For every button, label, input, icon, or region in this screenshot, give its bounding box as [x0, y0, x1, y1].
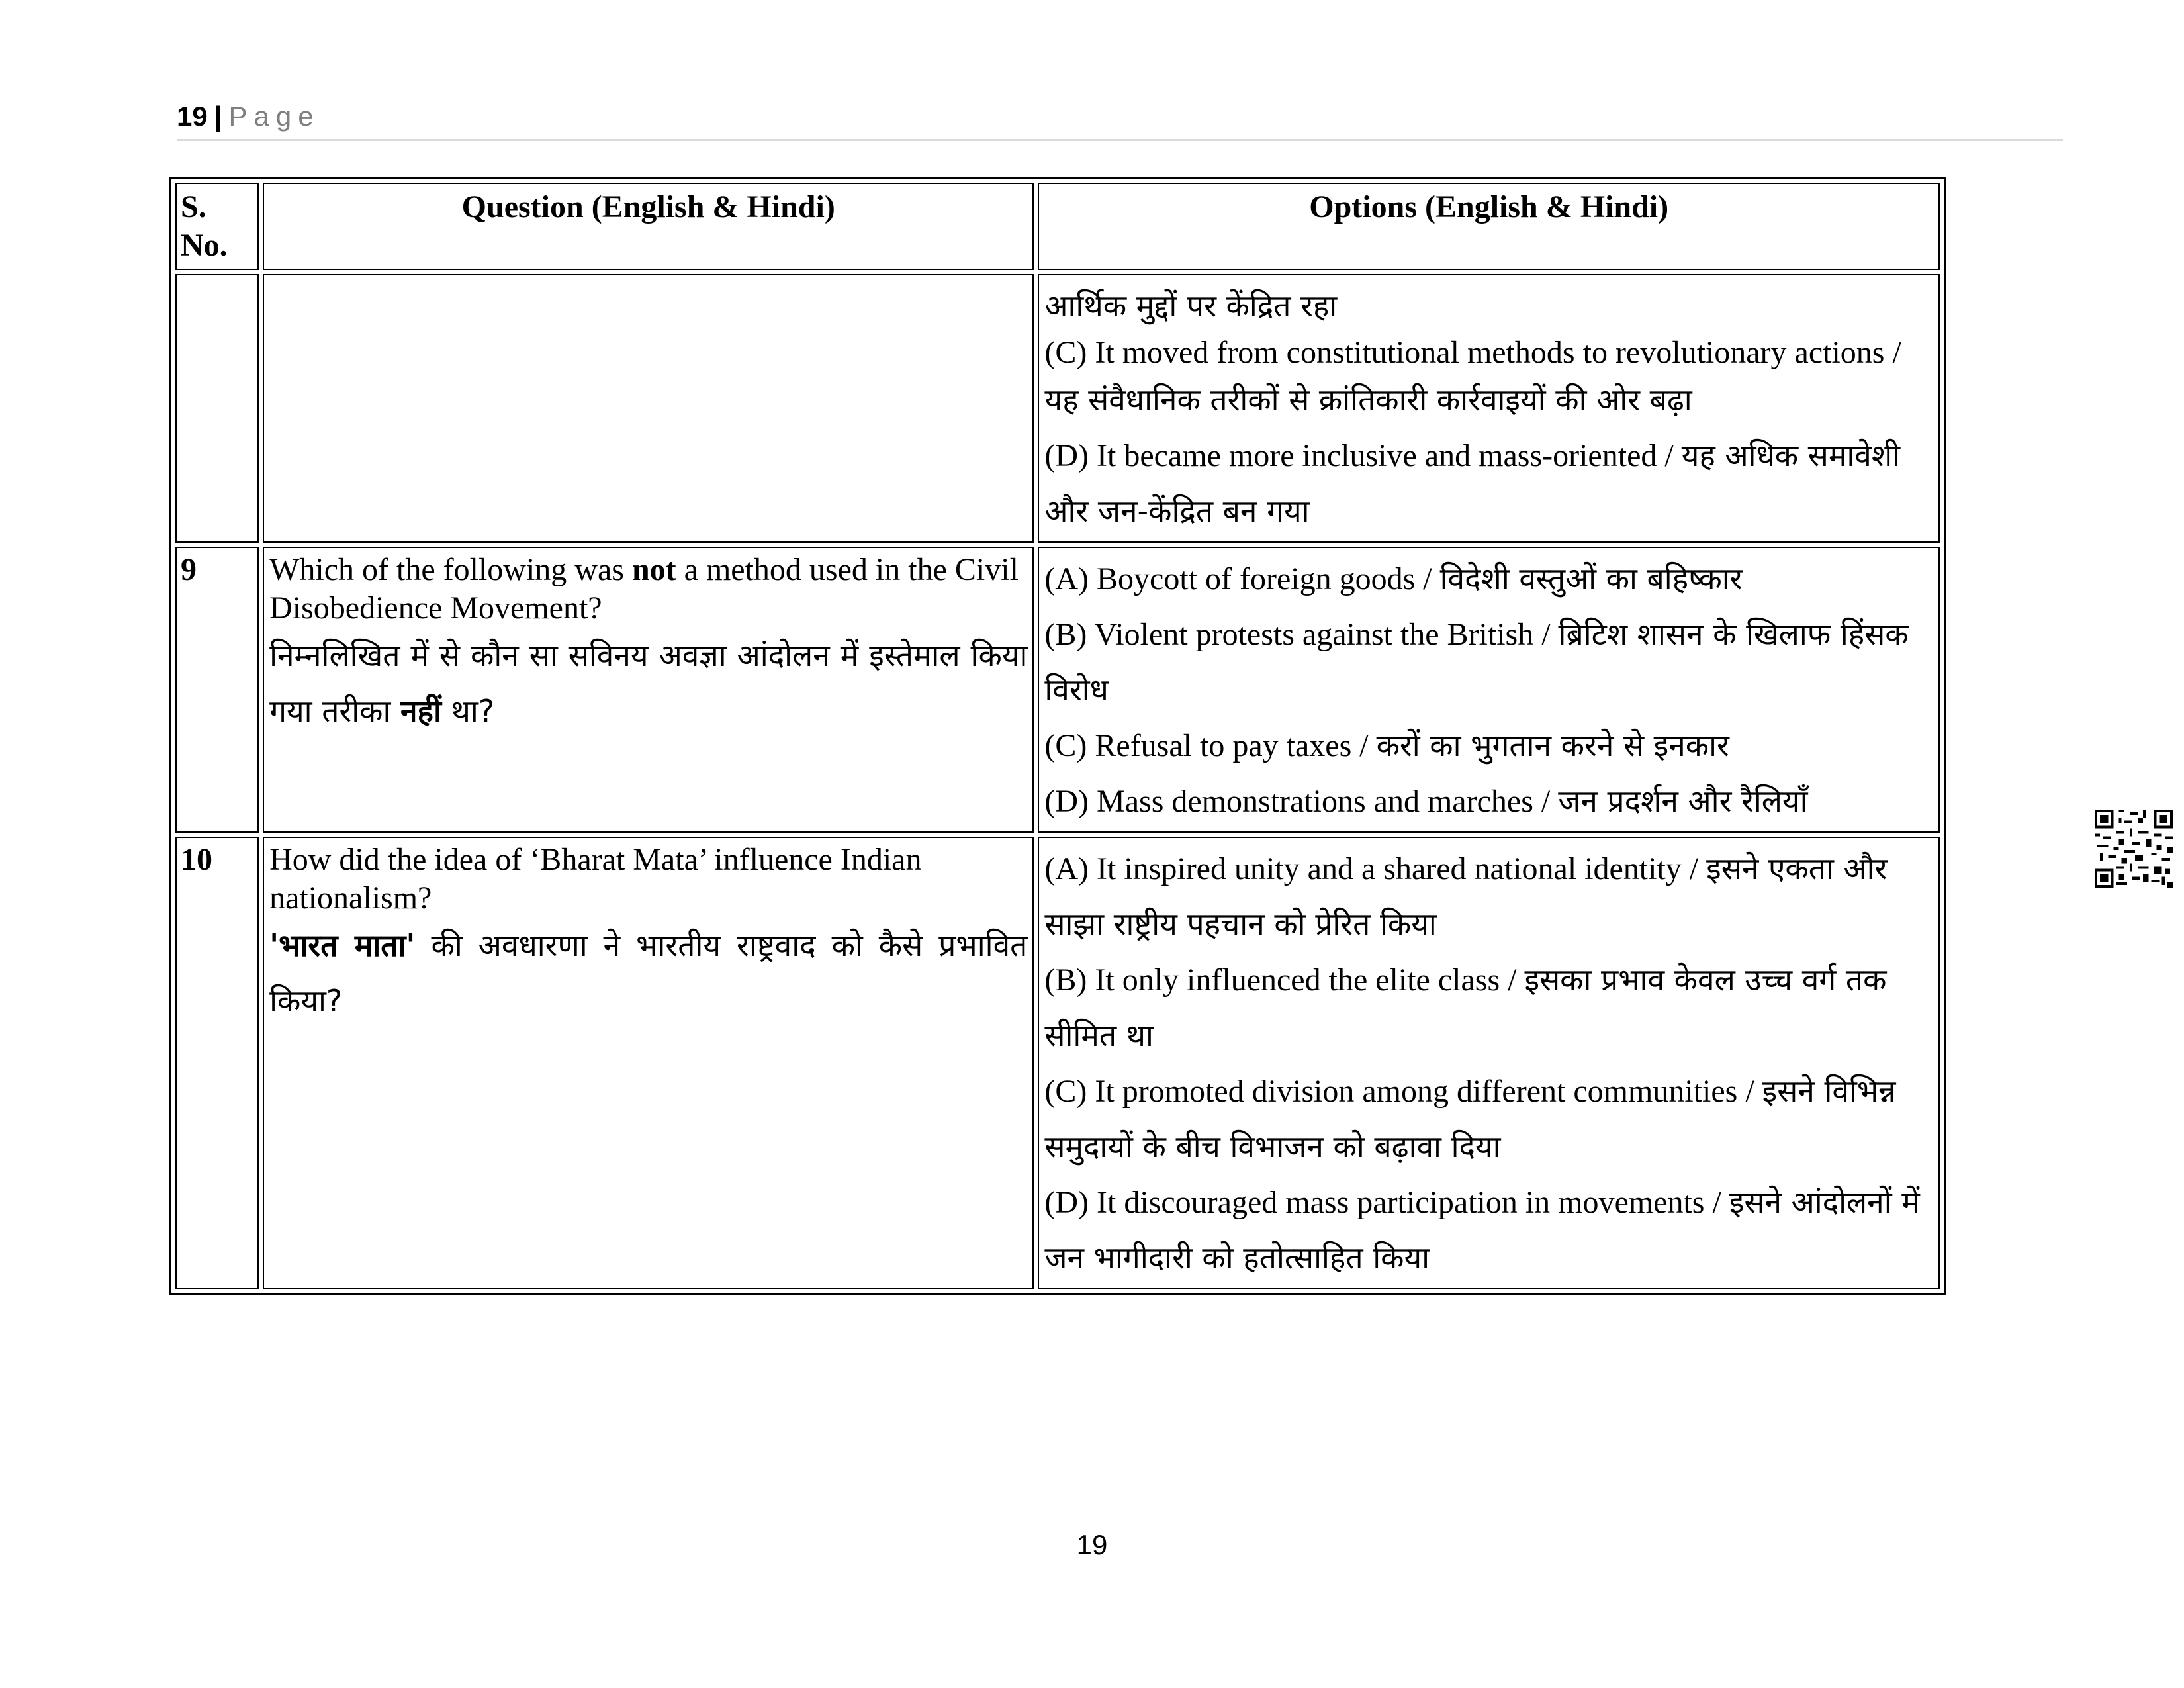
header-options: Options (English & Hindi): [1038, 183, 1940, 270]
option-item: [1044, 606, 1933, 718]
option-hi: इसका प्रभाव केवल उच्च वर्ग तक सीमित था: [1044, 962, 1887, 1053]
option-en: (C) It promoted division among different communities /: [1044, 1074, 1754, 1109]
option-hi: जन प्रदर्शन और रैलियाँ: [1558, 783, 1808, 819]
table-row: [175, 547, 1940, 833]
question-cell: [263, 837, 1034, 1289]
row-sno: [175, 274, 259, 543]
option-item: [1044, 952, 1933, 1063]
option-item: [1044, 1063, 1933, 1174]
header-sno: S. No.: [175, 183, 259, 270]
table-header-row: [175, 183, 1940, 270]
table-row: [175, 837, 1940, 1289]
question-cell: [263, 274, 1034, 543]
option-hi: यह संवैधानिक तरीकों से क्रांतिकारी कार्रवाइयों की ओर बढ़ा: [1044, 382, 1692, 418]
option-hi: विदेशी वस्तुओं का बहिष्कार: [1439, 561, 1743, 596]
option-hi: यह अधिक समावेशी और जन-केंद्रित बन गया: [1044, 438, 1901, 529]
option-item: [1044, 278, 1933, 334]
option-hi: इसने विभिन्न समुदायों के बीच विभाजन को बढ़ावा दिया: [1044, 1073, 1896, 1164]
options-cell: [1038, 547, 1940, 833]
question-cell: [263, 547, 1034, 833]
option-item: [1044, 1174, 1933, 1286]
header-page-label: Page: [228, 101, 320, 132]
option-item: [1044, 773, 1933, 829]
option-en: (D) It discouraged mass participation in movements /: [1044, 1185, 1721, 1220]
header-separator: |: [214, 101, 222, 132]
option-en: (A) Boycott of foreign goods /: [1044, 561, 1432, 596]
option-en: (A) It inspired unity and a shared national identity /: [1044, 851, 1699, 886]
option-item: [1044, 334, 1933, 428]
page-header: [177, 99, 2063, 141]
question-en-emphasis: not: [631, 552, 676, 587]
option-en: (B) It only influenced the elite class /: [1044, 962, 1517, 998]
option-hi: इसने आंदोलनों में जन भागीदारी को हतोत्साहित किया: [1044, 1184, 1920, 1276]
question-hi: निम्नलिखित में से कौन सा सविनय अवज्ञा आंदोलन में इस्तेमाल किया गया तरीका नहीं था?: [269, 637, 1028, 729]
options-cell: [1038, 837, 1940, 1289]
option-item: [1044, 428, 1933, 539]
table-row: [175, 274, 1940, 543]
question-table: [169, 177, 1946, 1295]
option-item: [1044, 841, 1933, 952]
footer-page-number: 19: [1076, 1529, 1108, 1560]
option-en: (D) It became more inclusive and mass-oriented /: [1044, 438, 1674, 473]
option-hi: इसने एकता और साझा राष्ट्रीय पहचान को प्रेरित किया: [1044, 851, 1888, 942]
option-hi: ब्रिटिश शासन के खिलाफ हिंसक विरोध: [1044, 616, 1909, 708]
question-en: Which of the following was not a method used in the Civil Disobedience Movement?: [269, 552, 1019, 626]
option-item: [1044, 718, 1933, 773]
header-page-number: 19: [177, 101, 208, 132]
option-hi: करों का भुगतान करने से इनकार: [1376, 727, 1729, 763]
option-en: (D) Mass demonstrations and marches /: [1044, 784, 1551, 819]
question-hi: 'भारत माता' की अवधारणा ने भारतीय राष्ट्रवाद को कैसे प्रभावित किया?: [269, 927, 1028, 1019]
question-en: How did the idea of ‘Bharat Mata’ influence Indian nationalism?: [269, 842, 922, 915]
question-hi-emphasis: 'भारत माता': [269, 927, 416, 963]
option-en: (C) Refusal to pay taxes /: [1044, 728, 1369, 763]
option-hi: आर्थिक मुद्दों पर केंद्रित रहा: [1044, 288, 1338, 324]
row-sno: 9: [175, 547, 259, 833]
header-question: Question (English & Hindi): [263, 183, 1034, 270]
qr-code-icon[interactable]: [2095, 810, 2173, 888]
row-sno: 10: [175, 837, 259, 1289]
option-en: (B) Violent protests against the British /: [1044, 617, 1551, 652]
option-en: (C) It moved from constitutional methods to revolutionary actions /: [1044, 335, 1901, 370]
option-item: [1044, 551, 1933, 606]
question-hi-emphasis: नहीं: [400, 693, 441, 729]
options-cell: [1038, 274, 1940, 543]
